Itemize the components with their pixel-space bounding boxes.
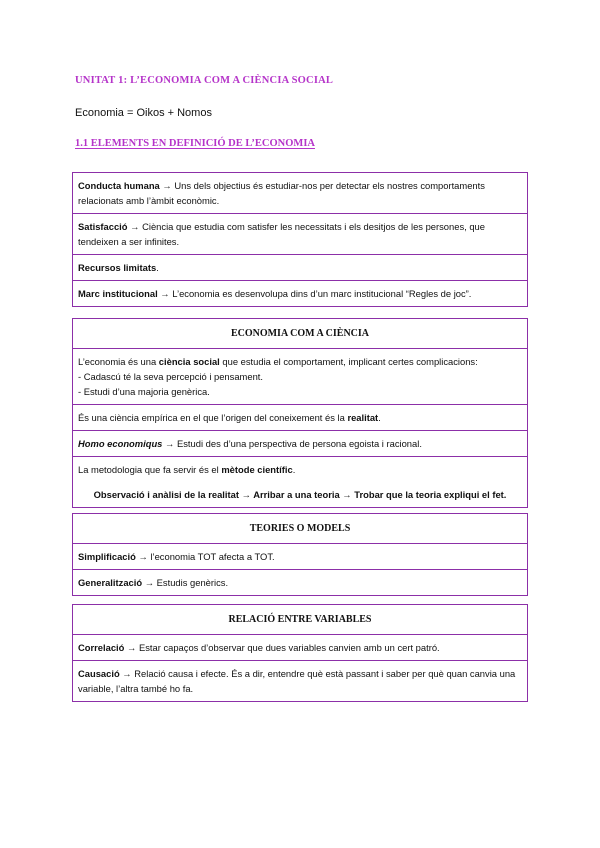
relation-title: RELACIÓ ENTRE VARIABLES xyxy=(228,614,372,625)
theory-generalitzacio xyxy=(73,569,527,595)
science-paragraph-metode xyxy=(73,456,527,507)
science-title: ECONOMIA COM A CIÈNCIA xyxy=(230,328,370,339)
theories-box xyxy=(72,513,528,596)
element-conducta-humana xyxy=(73,173,527,213)
theory-simplificacio xyxy=(73,543,527,569)
theory-text: → Estudis genèrics. xyxy=(142,577,229,588)
science-bold-italic: Homo economiqus xyxy=(78,438,163,449)
element-text: . xyxy=(156,262,159,273)
element-term: Satisfacció xyxy=(78,221,128,232)
science-text: . xyxy=(378,412,381,423)
theory-term: Generalització xyxy=(78,577,143,588)
science-paragraph-empirica xyxy=(73,404,527,430)
elements-box xyxy=(72,172,528,307)
element-term: Marc institucional xyxy=(78,288,158,299)
section-title: 1.1 ELEMENTS EN DEFINICIÓ DE L’ECONOMIA xyxy=(75,138,315,149)
relation-causacio xyxy=(73,660,527,701)
relation-box xyxy=(72,604,528,702)
science-box xyxy=(72,318,528,508)
element-marc-institucional xyxy=(73,280,527,306)
science-text: La metodologia que fa servir és el xyxy=(78,464,222,475)
science-bold: mètode científic xyxy=(221,464,293,475)
science-paragraph-social xyxy=(73,348,527,404)
science-list-item: - Cadascú té la seva percepció i pensament. xyxy=(78,371,263,382)
science-text: L’economia és una xyxy=(78,356,159,367)
element-text: → Ciència que estudia com satisfer les necessitats i els desitjos de les persones, que tendeixen a ser infinites. xyxy=(78,221,485,247)
theory-term: Simplificació xyxy=(78,551,136,562)
element-recursos-limitats xyxy=(73,254,527,280)
science-paragraph-homo xyxy=(73,430,527,456)
relation-term: Causació xyxy=(78,668,120,679)
element-satisfaccio xyxy=(73,213,527,254)
theories-title: TEORIES O MODELS xyxy=(249,523,351,534)
element-text: → Uns dels objectius és estudiar-nos per detectar els nostres comportaments relacionats amb l’àmbit econòmic. xyxy=(78,180,485,206)
science-text: → Estudi des d’una perspectiva de persona egoista i racional. xyxy=(162,438,422,449)
element-text: → L’economia es desenvolupa dins d’un marc institucional “Regles de joc”. xyxy=(157,288,472,299)
unit-title: UNITAT 1: L’ECONOMIA COM A CIÈNCIA SOCIAL xyxy=(75,75,334,86)
science-method-steps: Observació i anàlisi de la realitat → Arribar a una teoria → Trobar que la teoria expliqui el fet. xyxy=(93,489,507,500)
science-text: És una ciència empírica en el que l’origen del coneixement és la xyxy=(78,412,348,423)
theory-text: → l’economia TOT afecta a TOT. xyxy=(135,551,275,562)
relation-correlacio xyxy=(73,634,527,660)
element-term: Conducta humana xyxy=(78,180,160,191)
economia-formula: Economia = Oikos + Nomos xyxy=(75,107,212,119)
science-bold: realitat xyxy=(347,412,379,423)
science-text: . xyxy=(292,464,296,475)
relation-text: → Relació causa i efecte. És a dir, entendre què està passant i saber per què quan canvia una variable, l’altra també ho fa. xyxy=(78,668,516,694)
element-term: Recursos limitats xyxy=(78,262,157,273)
relation-text: → Estar capaços d’observar que dues variables canvien amb un cert patró. xyxy=(124,642,440,653)
science-bold: ciència social xyxy=(158,356,220,367)
science-text: que estudia el comportament, implicant certes complicacions: xyxy=(219,356,478,367)
science-list-item: - Estudi d’una majoria genèrica. xyxy=(78,386,210,397)
relation-term: Correlació xyxy=(78,642,125,653)
